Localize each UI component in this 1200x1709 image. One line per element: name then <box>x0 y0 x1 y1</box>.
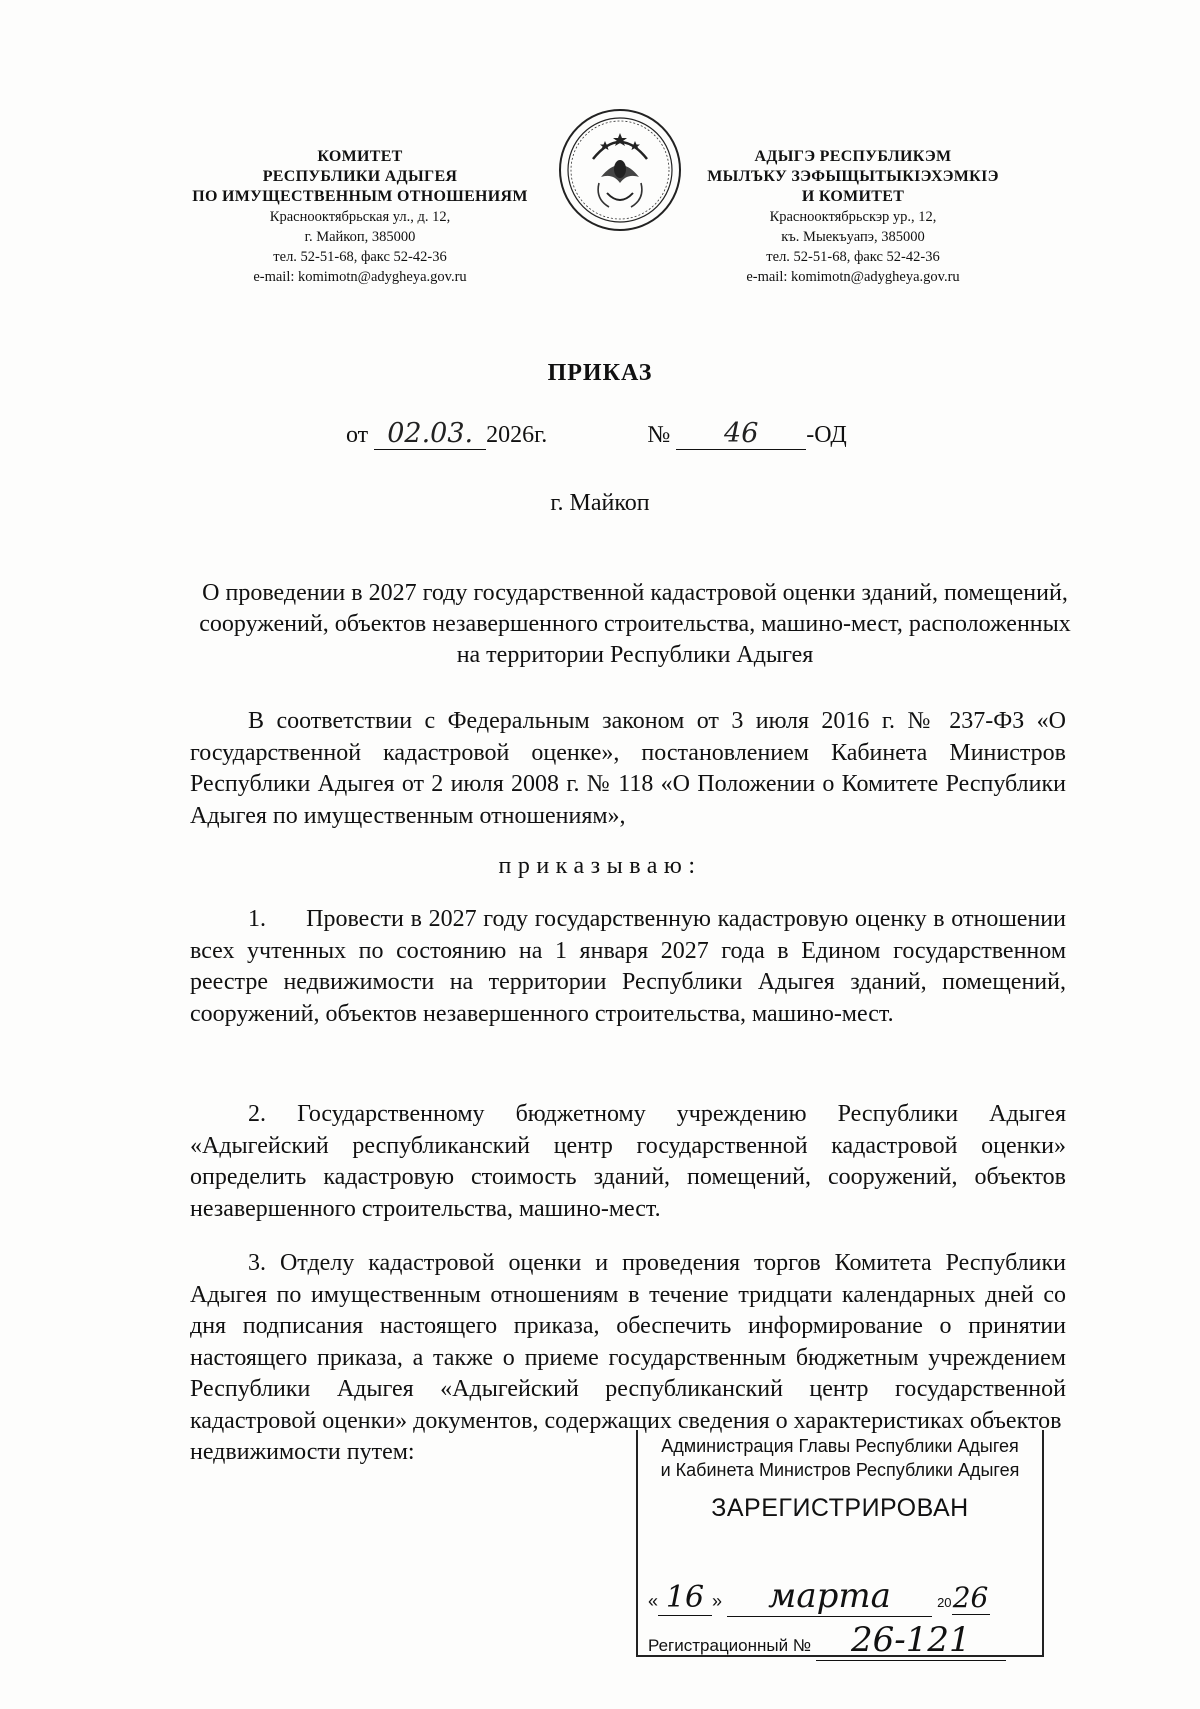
stamp-quote-open: « <box>648 1591 659 1611</box>
header-right-phone: тел. 52-51-68, факс 52-42-36 <box>766 249 940 265</box>
paragraph-3-main: 3. Отделу кадастровой оценки и проведения торгов Комитета Республики Адыгея по имущественным отношениям в течение тридцати календарных дней со дня подписания настоящего приказа, обеспечить информирование о принятии настоящего приказа, а также о приеме государственным бюджетным учреждением Республики Адыгея «Адыгейский республиканский центр государственной кадастровой оценки» документов, содержащих сведения о характеристиках объектов <box>190 1250 1066 1434</box>
header-left-org-line3: ПО ИМУЩЕСТВЕННЫМ ОТНОШЕНИЯМ <box>192 188 528 205</box>
stamp-reg-number: 26-121 <box>816 1620 1006 1661</box>
header-left-email: e-mail: komimotn@adygheya.gov.ru <box>253 269 467 285</box>
stamp-day: 16 <box>658 1580 712 1616</box>
paragraph-3-last: недвижимости путем: <box>190 1439 415 1465</box>
header-right-email: e-mail: komimotn@adygheya.gov.ru <box>746 269 960 285</box>
paragraph-1: 1. Провести в 2027 году государственную кадастровую оценку в отношении всех учтенных по состоянию на 1 января 2027 года в Едином государственном реестре недвижимости на территории Республики Адыгея зданий, помещений, сооружений, объектов незавершенного строительства, машино-мест. <box>190 906 1072 1027</box>
stamp-year-suffix: 26 <box>952 1581 989 1614</box>
header-right <box>688 147 1018 287</box>
order-date-number-line <box>346 418 847 450</box>
header-left-address: Краснооктябрьская ул., д. 12, <box>269 209 451 225</box>
header-right-org-line2: МЫЛЪКУ ЗЭФЫЩЫТЫКIЭХЭМКIЭ <box>707 168 999 185</box>
number-prefix: № <box>647 422 671 448</box>
stamp-reg-number-line <box>648 1620 1033 1661</box>
order-word: приказываю: <box>498 853 702 879</box>
header-left-phone: тел. 52-51-68, факс 52-42-36 <box>273 249 447 265</box>
document-title: ПРИКАЗ <box>547 360 653 386</box>
paragraph-intro: В соответствии с Федеральным законом от 3 июля 2016 г. № 237-ФЗ «О государственной кадастровой оценке», постановлением Кабинета Министров Республики Адыгея от 2 июля 2008 г. № 118 «О Положении о Комитете Республики Адыгея по имущественным отношениям», <box>190 708 1066 829</box>
header-left-org-line1: КОМИТЕТ <box>317 148 403 165</box>
stamp-date <box>648 1576 1033 1617</box>
stamp-registered: ЗАРЕГИСТРИРОВАН <box>711 1494 969 1522</box>
registration-stamp <box>636 1430 1044 1660</box>
stamp-month: марта <box>727 1576 932 1617</box>
paragraph-2: 2. Государственному бюджетному учреждению Республики Адыгея «Адыгейский республиканский центр государственной кадастровой оценки» определить кадастровую стоимость зданий, помещений, сооружений, объектов незавершенного строительства, машино-мест. <box>190 1101 1066 1222</box>
stamp-line2: и Кабинета Министров Республики Адыгея <box>660 1460 1020 1480</box>
date-handwritten: 02.03. <box>374 418 486 450</box>
stamp-reg-label: Регистрационный № <box>648 1636 812 1655</box>
date-year: 2026г. <box>486 422 548 448</box>
header-right-city: къ. Мыекъуапэ, 385000 <box>781 229 925 245</box>
coat-of-arms-icon <box>557 107 683 233</box>
order-subject: О проведении в 2027 году государственной кадастровой оценки зданий, помещений, сооружений, объектов незавершенного строительства, машино-мест, расположенных на территории Республики Адыгея <box>199 580 1071 668</box>
header-right-org-line3: И КОМИТЕТ <box>801 188 905 205</box>
header-right-org-line1: АДЫГЭ РЕСПУБЛИКЭМ <box>754 148 952 165</box>
stamp-line1: Администрация Главы Республики Адыгея <box>661 1436 1019 1456</box>
number-handwritten: 46 <box>676 418 806 450</box>
order-city: г. Майкоп <box>550 490 650 516</box>
date-prefix: от <box>346 422 369 448</box>
header-left-city: г. Майкоп, 385000 <box>304 229 416 245</box>
stamp-year-prefix: 20 <box>937 1595 952 1610</box>
stamp-quote-close: » <box>712 1591 723 1611</box>
header-left-org-line2: РЕСПУБЛИКИ АДЫГЕЯ <box>262 168 458 185</box>
header-right-address: Краснооктябрьскэр ур., 12, <box>769 209 937 225</box>
number-suffix: -ОД <box>806 422 847 448</box>
header-left <box>160 147 560 287</box>
